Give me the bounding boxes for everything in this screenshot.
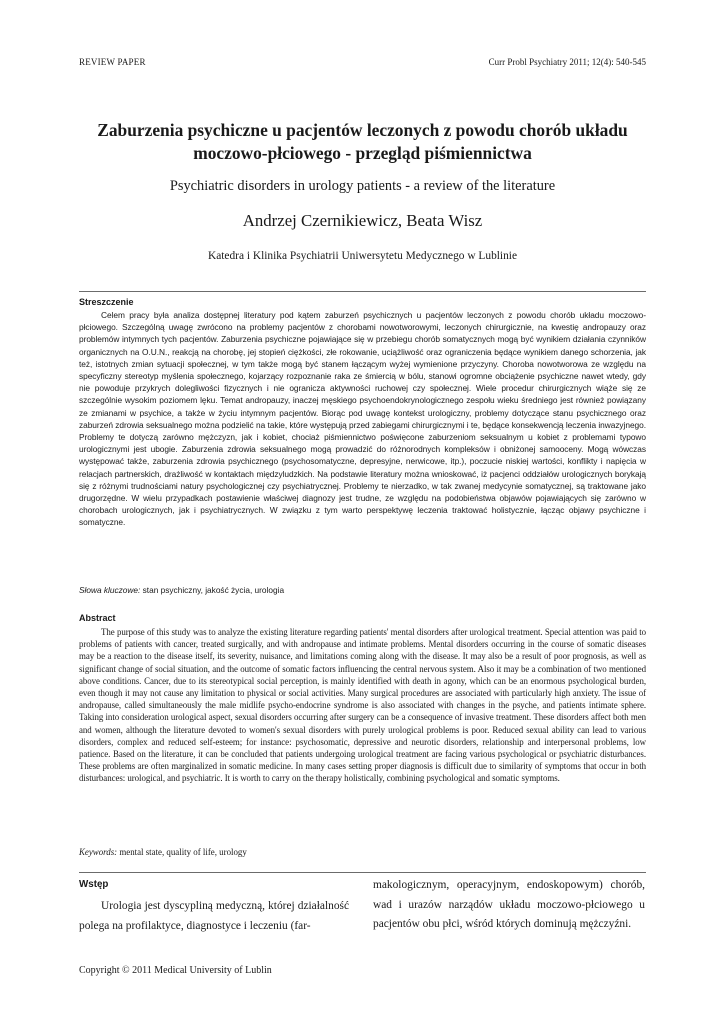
article-subtitle: Psychiatric disorders in urology patients - a review of the literature bbox=[169, 178, 556, 194]
journal-citation: Curr Probl Psychiatry 2011; 12(4): 540-545 bbox=[488, 57, 646, 67]
running-header bbox=[79, 55, 646, 69]
keywords-en-label: Keywords: bbox=[79, 847, 118, 857]
wstep-text-left: Urologia jest dyscypliną medyczną, której działalność polega na profilaktyce, diagnostyce i leczeniu (far- bbox=[79, 900, 349, 932]
copyright-notice: Copyright © 2011 Medical University of Lublin bbox=[79, 965, 272, 976]
column-left bbox=[79, 876, 349, 936]
streszczenie-text: Celem pracy była analiza dostępnej literatury pod kątem zaburzeń psychicznych u pacjentów leczonych z powodu chorób układu moczowo-płciowego. Szczególną uwagę zwrócono na problemy pacjentów z chorobami nowotworowymi, leczonych chirurgicznie, na kwestię andropauzy oraz problemów intymnych tych pacjentów. Zaburzenia psychiczne pojawiające się w przebiegu chorób somatycznych mogą być wynikiem działania czynników organicznych na O.U.N., reakcją na chorobę, jej stopień ciężkości, złe rokowanie, uciążliwość oraz ograniczenia będące wynikiem danego schorzenia, jak też, istotnych zmian sytuacji społecznej, w tym także mogą być stanem łączącym wyżej wymienione przyczyny. Choroba nowotworowa ze względu na specyficzny stereotyp myślenia społecznego, kojarzący rozpoznanie raka ze śmiercią w bólu, stanowi ogromne obciążenie psychiczne nawet wtedy, gdy nie powoduje przykrych dolegliwości fizycznych i nie ogranicza aktywności ruchowej czy społecznej. Wiele procedur chirurgicznych wiąże się ze szczególnie wysokim poziomem lęku. Temat andropauzy, inaczej męskiego psychoendokrynologicznego zespołu wieku średniego jest również powiązany ze zmianami w psychice, a także w życiu intymnym pacjentów. Biorąc pod uwagę kontekst urologiczny, problemy dotyczące stanu psychicznego oraz zaburzeń zdrowia seksualnego można podzielić na takie, które występują przed zabiegami chirurgicznymi i te, będące konsekwencją leczenia inwazyjnego. Problemy te dotyczą zarówno mężczyzn, jak i kobiet, chociaż piśmiennictwo poświęcone zaburzeniom seksualnym u kobiet z problemami typowo urologicznymi jest ubogie. Zaburzenia zdrowia seksualnego mogą prowadzić do różnorodnych kompleksów i obniżonej samooceny. Mogą wówczas występować także, zaburzenia zdrowia psychicznego (psychosomatyczne, depresyjne, nerwicowe, itp.), poczucie niskiej wartości, konflikty i napięcia w relacjach partnerskich, drażliwość w kontaktach międzyludzkich. Na podstawie literatury można wnioskować, iż pacjenci oddziałów urologicznych borykają się z różnymi trudnościami natury psychologicznej czy psychiatrycznej. Problemy te nierzadko, w tak zwanej medycynie somatycznej, są traktowane jako drugorzędne. W wielu przypadkach postawienie właściwej diagnozy jest trudne, ze względu na podobieństwa objawów pojawiających się zarówno w chorobach urologicznych, jak i psychiatrycznych. W związku z tym warto perspektywę leczenia traktować holistycznie, łącząc objawy psychiczne i somatyczne. bbox=[79, 310, 646, 528]
article-affiliation: Katedra i Klinika Psychiatrii Uniwersytetu Medycznego w Lublinie bbox=[207, 250, 518, 262]
keywords-pl-values: stan psychiczny, jakość życia, urologia bbox=[142, 585, 285, 595]
divider-bottom bbox=[79, 872, 646, 873]
keywords-pl-label: Słowa kluczowe: bbox=[79, 585, 141, 595]
article-authors: Andrzej Czernikiewicz, Beata Wisz bbox=[242, 211, 483, 230]
column-right bbox=[373, 876, 645, 935]
abstract-text: The purpose of this study was to analyze the existing literature regarding patients' mental disorders after urological treatment. Special attention was paid to problems of patients with cancer, treated surgically, and with andropause and intimate problems. Mental disorders occurring in the course of somatic diseases may be a reaction to the disease itself, its severity, nuisance, and limitations coming along with the disease. It may also be a result of poor prognosis, as well as significant change of social situation, and the outcome of somatic factors influencing the central nervous system. Also it may be a combination of two mentioned above conditions. Cancer, due to its stereotypical social perception, is mainly identified with death in agony, which can be an enormous psychological burden, even though it may not cause any limitation to physical or social activities. Many surgical procedures are associated with particularly high anxiety. The issue of andropause, called simultaneously the male midlife psycho-endocrine syndrome is also associated with changes in the psyche, and patients intimate sphere. Taking into consideration urological aspect, sexual disorders occurring after surgery can be a consequence of invasive treatment. These disorders affect both men and women, although the literature devoted to women's sexual disorders with purely urological problems is poor. Reduced sexual ability can lead to various disorders, complex and reduced self-esteem; for instance: psychosomatic, depressive and neurotic disorders, relationship and interpersonal problems, low patience. Based on the literature, it can be concluded that patients undergoing urological treatment are facing various psychological or psychiatric disturbances. These problems are often marginalized in somatic medicine. In many cases setting proper diagnosis is difficult due to similarity of symptoms that occur in both disturbances: urological, and psychiatric. It is worth to carry on the therapy holistically, combining psychological and somatic symptoms. bbox=[79, 627, 646, 784]
wstep-text-right: makologicznym, operacyjnym, endoskopowym) chorób, wad i urazów narządów układu moczowo-płciowego u pacjentów obu płci, wśród których dominują mężczyźni. bbox=[373, 879, 645, 930]
abstract-heading: Abstract bbox=[79, 613, 116, 623]
keywords-pl bbox=[79, 584, 646, 596]
article-type-label: REVIEW PAPER bbox=[79, 57, 146, 67]
streszczenie-heading: Streszczenie bbox=[79, 297, 134, 307]
wstep-heading: Wstęp bbox=[79, 879, 109, 890]
divider-top bbox=[79, 291, 646, 292]
article-title: Zaburzenia psychiczne u pacjentów leczonych z powodu chorób układu moczowo-płciowego - przegląd piśmiennictwa bbox=[97, 120, 628, 163]
keywords-en bbox=[79, 846, 646, 858]
keywords-en-values: mental state, quality of life, urology bbox=[119, 847, 247, 857]
